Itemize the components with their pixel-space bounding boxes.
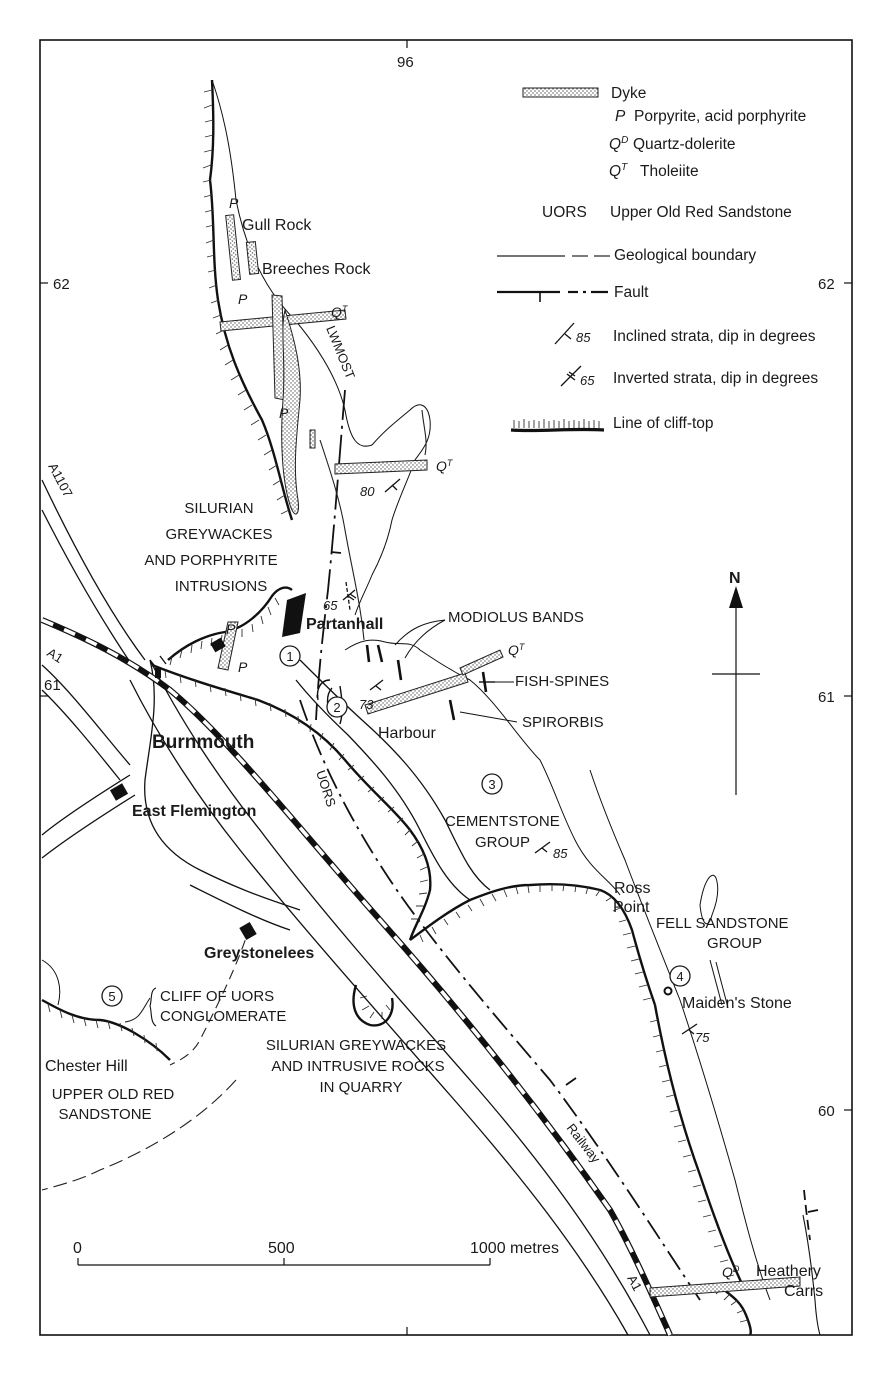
label-railway: Railway (563, 1120, 604, 1166)
svg-text:65: 65 (323, 598, 338, 613)
svg-text:Line of cliff-top: Line of cliff-top (613, 415, 714, 432)
svg-text:Fault: Fault (614, 284, 649, 301)
svg-text:IN QUARRY: IN QUARRY (319, 1079, 403, 1096)
fossil-bands (367, 645, 495, 720)
svg-text:GROUP: GROUP (475, 834, 531, 851)
coastline (42, 80, 820, 1335)
grid-label-60-right: 60 (818, 1103, 835, 1120)
svg-text:FISH-SPINES: FISH-SPINES (515, 673, 610, 690)
label-partanhall: Partanhall (306, 616, 384, 633)
site-3: 3 (488, 777, 496, 792)
svg-text:85: 85 (553, 846, 568, 861)
legend-dyke-swatch (523, 88, 598, 97)
svg-text:SILURIAN: SILURIAN (184, 500, 254, 517)
svg-text:85: 85 (576, 330, 591, 345)
dip-symbols (343, 479, 697, 1034)
label-carrs: Carrs (784, 1283, 824, 1300)
label-road-a1-west: A1 (44, 644, 66, 666)
svg-text:P: P (238, 291, 248, 307)
north-arrow-icon (712, 586, 760, 795)
label-harbour: Harbour (378, 725, 436, 742)
grid-label-62-left: 62 (53, 276, 70, 293)
label-breeches-rock: Breeches Rock (262, 261, 371, 278)
brace (150, 988, 156, 1026)
site-2: 2 (333, 700, 341, 715)
label-road-a1107: A1107 (45, 460, 76, 500)
legend (497, 85, 818, 432)
grid-label-61-right: 61 (818, 689, 835, 706)
svg-text:Tholeiite: Tholeiite (640, 163, 699, 180)
svg-text:QT: $Q^T$ (508, 642, 525, 658)
svg-text:QT: $Q^T$ (331, 304, 348, 320)
svg-text:MODIOLUS BANDS: MODIOLUS BANDS (448, 609, 584, 626)
dip-values (323, 484, 710, 1045)
faults (300, 390, 818, 1300)
label-ross-point-1: Ross (614, 880, 651, 897)
svg-text:SANDSTONE: SANDSTONE (58, 1106, 152, 1123)
svg-text:QD: $Q^D$ (722, 1264, 740, 1280)
legend-cliff-symbol (511, 419, 604, 431)
label-road-a1-south: A1 (624, 1272, 646, 1294)
svg-text:Upper Old Red Sandstone: Upper Old Red Sandstone (610, 204, 792, 221)
svg-text:QD: $Q^D$ (609, 135, 629, 153)
svg-text:CONGLOMERATE: CONGLOMERATE (160, 1008, 287, 1025)
label-uors-fault: UORS (313, 768, 340, 809)
svg-text:SILURIAN GREYWACKES: SILURIAN GREYWACKES (265, 1037, 447, 1054)
svg-text:80: 80 (360, 484, 375, 499)
scale-bar (78, 1258, 490, 1265)
svg-text:GREYWACKES: GREYWACKES (165, 526, 273, 543)
label-east-flemington: East Flemington (132, 803, 257, 820)
svg-text:GROUP: GROUP (707, 935, 763, 952)
site-5: 5 (108, 989, 116, 1004)
svg-text:Dyke: Dyke (611, 85, 647, 102)
legend-inclined-symbol (555, 323, 574, 344)
legend-fault-line (497, 292, 608, 302)
site-4: 4 (676, 969, 684, 984)
label-chester-hill: Chester Hill (45, 1058, 128, 1075)
label-heathery: Heathery (756, 1263, 821, 1280)
svg-text:P: P (229, 195, 239, 211)
svg-text:75: 75 (695, 1030, 710, 1045)
svg-text:P: P (226, 621, 236, 637)
svg-text:P: P (279, 405, 289, 421)
svg-text:UORS: UORS (542, 204, 587, 221)
svg-text:QT: $Q^T$ (436, 458, 453, 474)
dyke-labels (226, 195, 740, 1280)
label-burnmouth: Burnmouth (152, 732, 255, 753)
label-maidens-stone: Maiden's Stone (682, 995, 792, 1012)
label-lwmost: LWMOST (323, 323, 359, 382)
buildings (110, 593, 306, 940)
svg-text:65: 65 (580, 373, 595, 388)
svg-text:Inclined strata, dip in degree: Inclined strata, dip in degrees (613, 328, 816, 345)
grid-label-62-right: 62 (818, 276, 835, 293)
label-gull-rock: Gull Rock (242, 217, 312, 234)
svg-text:Porpyrite, acid porphyrite: Porpyrite, acid porphyrite (634, 108, 807, 125)
svg-text:CEMENTSTONE: CEMENTSTONE (445, 813, 560, 830)
svg-text:FELL SANDSTONE: FELL SANDSTONE (656, 915, 789, 932)
svg-text:Inverted strata, dip in degree: Inverted strata, dip in degrees (613, 370, 819, 387)
svg-text:INTRUSIONS: INTRUSIONS (174, 578, 268, 595)
svg-text:P: P (238, 659, 248, 675)
grid-label-61-left: 61 (44, 677, 61, 694)
label-greystonelees: Greystonelees (204, 945, 315, 962)
svg-text:P: P (615, 108, 626, 125)
label-ross-point-2: Point (613, 899, 650, 916)
scale-label-1000: 1000 metres (470, 1240, 559, 1257)
svg-text:SPIRORBIS: SPIRORBIS (522, 714, 604, 731)
north-label: N (729, 570, 741, 587)
legend-inverted-symbol (561, 366, 581, 386)
svg-text:UPPER OLD RED: UPPER OLD RED (51, 1086, 175, 1103)
svg-text:CLIFF OF UORS: CLIFF OF UORS (160, 988, 275, 1005)
site-1: 1 (286, 649, 294, 664)
svg-text:73: 73 (359, 697, 374, 712)
scale-label-0: 0 (73, 1240, 82, 1257)
scale-label-500: 500 (268, 1240, 295, 1257)
grid-label-96: 96 (397, 54, 414, 71)
svg-text:AND PORPHYRITE: AND PORPHYRITE (144, 552, 278, 569)
svg-text:Quartz-dolerite: Quartz-dolerite (633, 136, 736, 153)
svg-text:QT: $Q^T$ (609, 162, 628, 180)
svg-text:AND INTRUSIVE ROCKS: AND INTRUSIVE ROCKS (271, 1058, 445, 1075)
svg-text:Geological boundary: Geological boundary (614, 247, 757, 264)
